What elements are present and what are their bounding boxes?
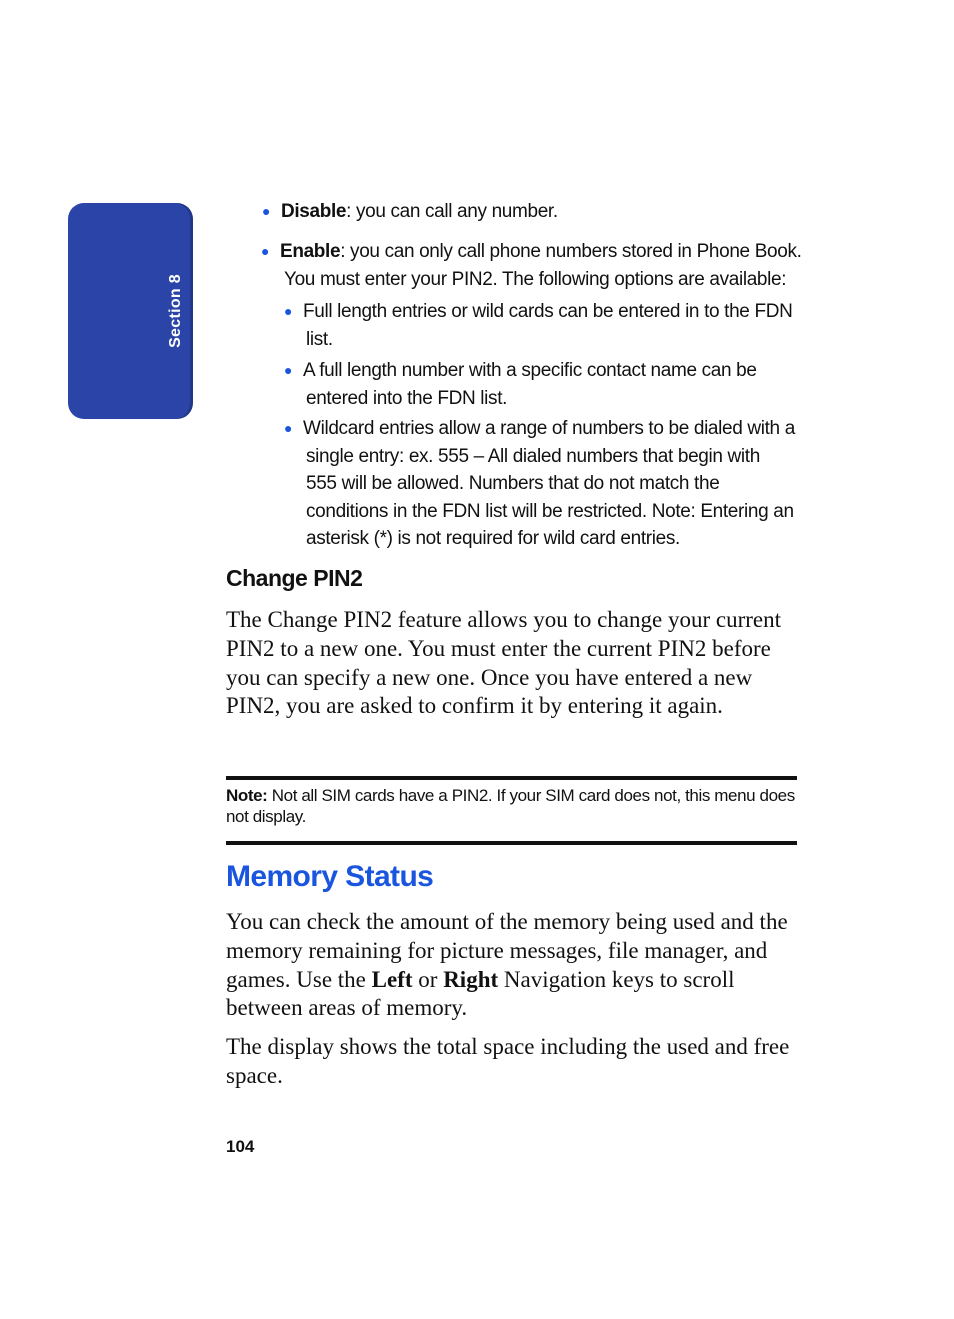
bullet-dot-icon: ● <box>284 303 293 319</box>
sub-bullet-line: conditions in the FDN list will be restricted. Note: Entering an <box>306 500 794 522</box>
section-tab-label: Section 8 <box>167 274 184 348</box>
sub-bullet-line: list. <box>306 328 333 350</box>
page-number: 104 <box>226 1137 255 1156</box>
note-bottom-rule <box>226 841 797 845</box>
sub-bullet-contact-name <box>284 357 803 412</box>
sub-bullet-line: A full length number with a specific contact name can be <box>303 360 757 381</box>
bullet-dot-icon: ● <box>262 203 271 219</box>
bullet-dot-icon: ● <box>284 420 293 436</box>
bullet-enable-term: Enable <box>280 241 341 262</box>
bullet-enable <box>261 238 820 293</box>
sub-bullet-line: asterisk (*) is not required for wild card entries. <box>306 528 680 549</box>
bullet-dot-icon: ● <box>284 362 293 378</box>
note-box <box>226 785 797 827</box>
change-pin2-heading: Change PIN2 <box>226 565 363 591</box>
memory-status-text: Navigation keys to scroll between areas of memory. <box>226 966 735 1021</box>
bullet-disable <box>262 198 811 226</box>
sub-bullet-line: 555 will be allowed. Numbers that do not match the <box>306 473 720 494</box>
note-top-rule <box>226 776 797 780</box>
bullet-disable-text: : you can call any number. <box>346 201 558 222</box>
memory-status-text: You can check the amount of the memory being used and the memory remaining for picture messages, file manager, and games. Use the <box>226 909 788 992</box>
bullet-dot-icon: ● <box>261 243 270 259</box>
memory-status-body <box>226 908 801 1023</box>
sub-bullet-line: Full length entries or wild cards can be entered in to the FDN <box>303 301 793 322</box>
bullet-disable-term: Disable <box>281 201 347 222</box>
note-text: Not all SIM cards have a PIN2. If your SIM card does not, this menu does not display. <box>226 786 795 826</box>
sub-bullet-line: single entry: ex. 555 – All dialed numbers that begin with <box>306 445 760 467</box>
sub-bullet-full-length <box>284 298 803 353</box>
change-pin2-body: The Change PIN2 feature allows you to change your current PIN2 to a new one. You must enter the current PIN2 before you can specify a new one. Once you have entered a new PIN2, you are asked to confirm it by entering it again. <box>226 607 782 719</box>
right-key-label: Right <box>443 966 499 992</box>
bullet-enable-line1: : you can only call phone numbers stored in Phone Book. <box>340 241 802 262</box>
memory-status-heading: Memory Status <box>226 860 434 893</box>
sub-bullet-line: entered into the FDN list. <box>306 387 508 409</box>
note-label: Note: <box>226 786 268 805</box>
sub-bullet-wildcard <box>284 415 803 553</box>
bullet-enable-line2: You must enter your PIN2. The following options are available: <box>284 268 787 290</box>
sub-bullet-line: Wildcard entries allow a range of numbers to be dialed with a <box>303 418 795 439</box>
memory-status-text: or <box>412 966 444 992</box>
left-key-label: Left <box>371 966 413 992</box>
memory-status-display: The display shows the total space including the used and free space. <box>226 1034 790 1088</box>
